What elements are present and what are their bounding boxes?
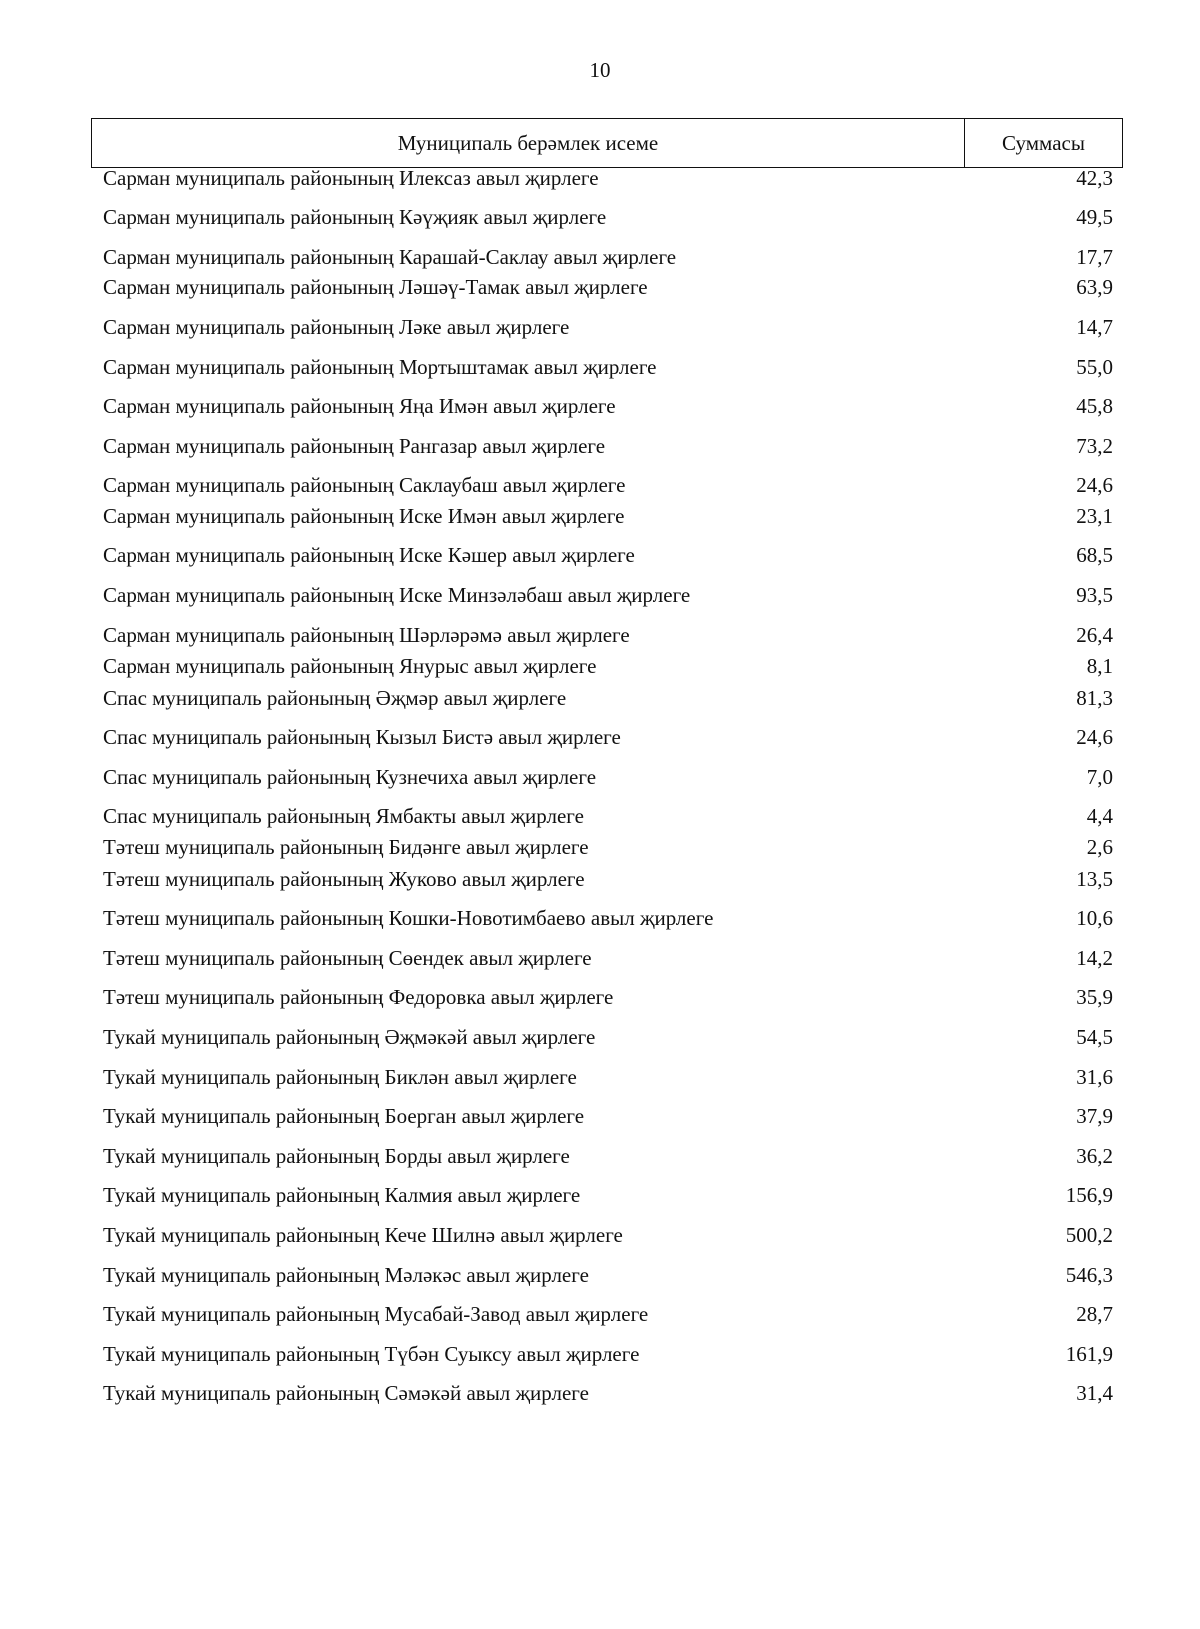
amount-value: 93,5 bbox=[1076, 583, 1113, 607]
table-row bbox=[103, 1180, 1113, 1210]
amount-value: 156,9 bbox=[1065, 1183, 1113, 1207]
amount-value: 546,3 bbox=[1065, 1263, 1113, 1287]
municipality-name: Спас муниципаль районының Ямбакты авыл җирлеге bbox=[103, 804, 584, 828]
amount-value: 36,2 bbox=[1076, 1144, 1113, 1168]
amount-value: 49,5 bbox=[1076, 205, 1113, 229]
municipality-name: Тукай муниципаль районының Түбән Суыксу авыл җирлеге bbox=[103, 1342, 640, 1366]
table-row bbox=[103, 163, 1113, 193]
municipality-name: Тукай муниципаль районының Әҗмәкәй авыл җирлеге bbox=[103, 1025, 596, 1049]
column-header-name: Муниципаль берәмлек исеме bbox=[92, 119, 965, 167]
municipality-name: Сарман муниципаль районының Иске Минзәләбаш авыл җирлеге bbox=[103, 583, 691, 607]
amount-value: 10,6 bbox=[1076, 906, 1113, 930]
table-row bbox=[103, 391, 1113, 421]
municipality-name: Тәтеш муниципаль районының Сөендек авыл җирлеге bbox=[103, 946, 592, 970]
table-row bbox=[103, 540, 1113, 570]
column-header-sum: Суммасы bbox=[1002, 130, 1085, 155]
table-row bbox=[103, 1141, 1113, 1171]
amount-value: 42,3 bbox=[1076, 166, 1113, 190]
table-row bbox=[103, 982, 1113, 1012]
table-row bbox=[103, 352, 1113, 382]
municipality-name: Тукай муниципаль районының Биклән авыл җирлеге bbox=[103, 1065, 577, 1089]
table-row bbox=[103, 312, 1113, 342]
municipality-name: Сарман муниципаль районының Ләке авыл җирлеге bbox=[103, 315, 570, 339]
municipality-name: Сарман муниципаль районының Кәүҗияк авыл җирлеге bbox=[103, 205, 607, 229]
amount-value: 14,7 bbox=[1076, 315, 1113, 339]
municipality-name: Сарман муниципаль районының Мортыштамак авыл җирлеге bbox=[103, 355, 657, 379]
table-row bbox=[103, 1339, 1113, 1369]
table-row bbox=[103, 620, 1113, 650]
amount-value: 24,6 bbox=[1076, 473, 1113, 497]
amount-value: 14,2 bbox=[1076, 946, 1113, 970]
table-row bbox=[103, 1022, 1113, 1052]
table-row bbox=[103, 1260, 1113, 1290]
municipality-name: Сарман муниципаль районының Иске Имән авыл җирлеге bbox=[103, 504, 625, 528]
municipality-name: Тәтеш муниципаль районының Кошки-Новотимбаево авыл җирлеге bbox=[103, 906, 714, 930]
municipality-name: Сарман муниципаль районының Илексаз авыл җирлеге bbox=[103, 166, 599, 190]
table-row bbox=[103, 431, 1113, 461]
municipality-name: Тукай муниципаль районының Калмия авыл җирлеге bbox=[103, 1183, 581, 1207]
table-row bbox=[103, 1062, 1113, 1092]
table-row bbox=[103, 864, 1113, 894]
table-row bbox=[103, 1101, 1113, 1131]
municipality-name: Спас муниципаль районының Әҗмәр авыл җирлеге bbox=[103, 686, 567, 710]
amount-value: 37,9 bbox=[1076, 1104, 1113, 1128]
amount-value: 23,1 bbox=[1076, 504, 1113, 528]
amount-value: 31,6 bbox=[1076, 1065, 1113, 1089]
amount-value: 7,0 bbox=[1086, 765, 1113, 789]
municipality-name: Сарман муниципаль районының Шәрләрәмә авыл җирлеге bbox=[103, 623, 630, 647]
municipality-name: Сарман муниципаль районының Яңа Имән авыл җирлеге bbox=[103, 394, 616, 418]
amount-value: 45,8 bbox=[1076, 394, 1113, 418]
table-row bbox=[103, 832, 1113, 862]
amount-value: 55,0 bbox=[1076, 355, 1113, 379]
municipality-name: Тәтеш муниципаль районының Федоровка авыл җирлеге bbox=[103, 985, 614, 1009]
table-row bbox=[103, 943, 1113, 973]
municipality-name: Тукай муниципаль районының Сәмәкәй авыл җирлеге bbox=[103, 1381, 589, 1405]
municipality-name: Тукай муниципаль районының Мәләкәс авыл җирлеге bbox=[103, 1263, 589, 1287]
amount-value: 28,7 bbox=[1076, 1302, 1113, 1326]
amount-value: 24,6 bbox=[1076, 725, 1113, 749]
table-row bbox=[103, 722, 1113, 752]
amount-value: 8,1 bbox=[1086, 654, 1113, 678]
municipality-name: Спас муниципаль районының Кызыл Бистә авыл җирлеге bbox=[103, 725, 621, 749]
municipality-name: Сарман муниципаль районының Янурыс авыл җирлеге bbox=[103, 654, 597, 678]
municipality-name: Тукай муниципаль районының Кече Шилнә авыл җирлеге bbox=[103, 1223, 623, 1247]
table-row bbox=[103, 1378, 1113, 1408]
amount-value: 13,5 bbox=[1076, 867, 1113, 891]
table-row bbox=[103, 202, 1113, 232]
table-row bbox=[103, 683, 1113, 713]
table-header bbox=[91, 118, 1123, 168]
amount-value: 63,9 bbox=[1076, 275, 1113, 299]
table-row bbox=[103, 801, 1113, 831]
table-row bbox=[103, 1220, 1113, 1250]
municipality-name: Тукай муниципаль районының Борды авыл җирлеге bbox=[103, 1144, 570, 1168]
table-row bbox=[103, 470, 1113, 500]
page-number: 10 bbox=[589, 58, 611, 82]
municipality-name: Спас муниципаль районының Кузнечиха авыл җирлеге bbox=[103, 765, 597, 789]
municipality-name: Тукай муниципаль районының Мусабай-Завод авыл җирлеге bbox=[103, 1302, 649, 1326]
amount-value: 2,6 bbox=[1086, 835, 1113, 859]
municipality-name: Тәтеш муниципаль районының Бидәнге авыл җирлеге bbox=[103, 835, 589, 859]
table-row bbox=[103, 762, 1113, 792]
table-row bbox=[103, 651, 1113, 681]
amount-value: 17,7 bbox=[1076, 245, 1113, 269]
amount-value: 500,2 bbox=[1065, 1223, 1113, 1247]
table-row bbox=[103, 1299, 1113, 1329]
municipality-name: Сарман муниципаль районының Саклаубаш авыл җирлеге bbox=[103, 473, 626, 497]
amount-value: 81,3 bbox=[1076, 686, 1113, 710]
municipality-name: Сарман муниципаль районының Карашай-Саклау авыл җирлеге bbox=[103, 245, 677, 269]
table-row bbox=[103, 242, 1113, 272]
amount-value: 4,4 bbox=[1086, 804, 1113, 828]
amount-value: 161,9 bbox=[1065, 1342, 1113, 1366]
amount-value: 73,2 bbox=[1076, 434, 1113, 458]
table-row bbox=[103, 903, 1113, 933]
amount-value: 31,4 bbox=[1076, 1381, 1113, 1405]
municipality-name: Сарман муниципаль районының Иске Кәшер авыл җирлеге bbox=[103, 543, 635, 567]
municipality-name: Тәтеш муниципаль районының Жуково авыл җирлеге bbox=[103, 867, 585, 891]
amount-value: 54,5 bbox=[1076, 1025, 1113, 1049]
amount-value: 35,9 bbox=[1076, 985, 1113, 1009]
municipality-name: Тукай муниципаль районының Боерган авыл җирлеге bbox=[103, 1104, 585, 1128]
table-row bbox=[103, 501, 1113, 531]
table-row bbox=[103, 272, 1113, 302]
table-row bbox=[103, 580, 1113, 610]
municipality-name: Сарман муниципаль районының Рангазар авыл җирлеге bbox=[103, 434, 606, 458]
municipality-name: Сарман муниципаль районының Ләшәү-Тамак авыл җирлеге bbox=[103, 275, 648, 299]
amount-value: 68,5 bbox=[1076, 543, 1113, 567]
amount-value: 26,4 bbox=[1076, 623, 1113, 647]
